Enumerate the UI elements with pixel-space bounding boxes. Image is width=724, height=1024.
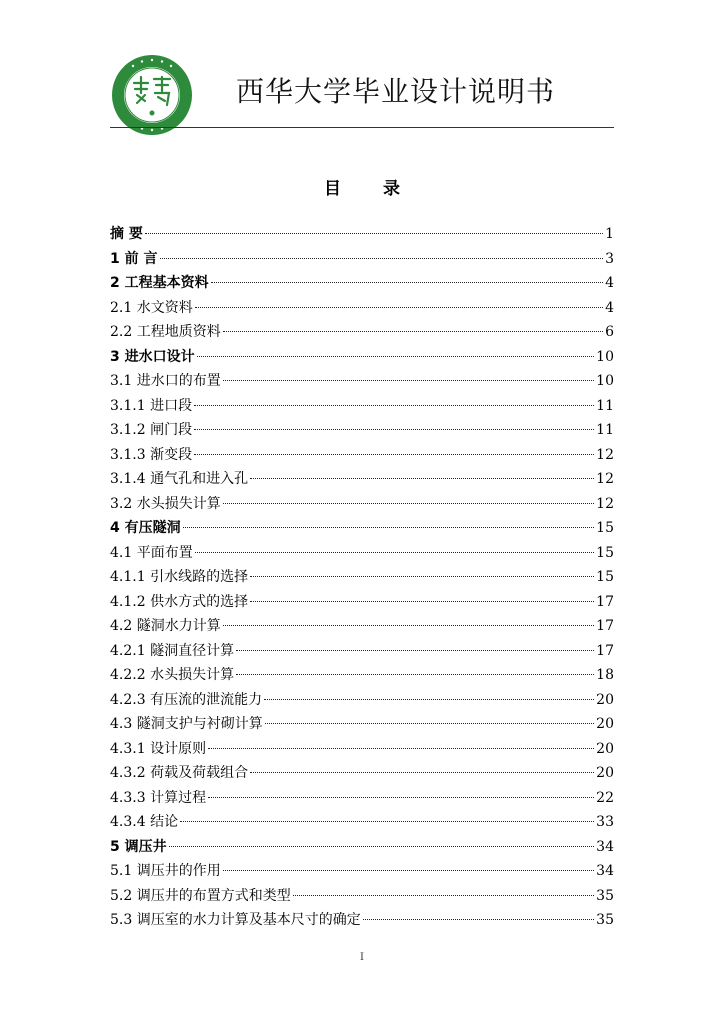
toc-entry[interactable] [110,712,614,737]
table-of-contents [110,222,614,933]
toc-entry-page: 1 [605,226,614,242]
toc-entry-page: 18 [596,667,614,683]
toc-entry[interactable] [110,737,614,762]
toc-entry[interactable] [110,810,614,835]
toc-entry[interactable] [110,320,614,345]
toc-entry-page: 11 [596,397,614,414]
toc-dot-leader [236,674,594,675]
toc-entry-page: 12 [596,471,614,487]
toc-entry-label: 4.1.2 供水方式的选择 [110,593,249,610]
toc-heading: 目 录 [324,179,400,199]
toc-dot-leader [223,331,603,332]
toc-entry-page: 20 [596,716,614,732]
toc-entry-page: 4 [605,299,614,316]
toc-entry-page: 20 [596,691,614,708]
toc-entry-label: 2.2 工程地质资料 [110,324,221,340]
toc-dot-leader [223,625,594,626]
toc-entry[interactable] [110,614,614,639]
toc-dot-leader [208,748,594,749]
toc-entry-page: 3 [605,250,614,267]
toc-entry-label: 2 工程基本资料 [110,275,209,291]
toc-entry-page: 34 [596,863,614,879]
toc-entry-label: 3.2 水头损失计算 [110,495,221,512]
toc-entry-page: 15 [596,544,614,561]
toc-entry-page: 6 [605,324,614,340]
toc-entry[interactable] [110,884,614,909]
toc-dot-leader [208,797,594,798]
toc-dot-leader [363,919,594,920]
toc-entry[interactable] [110,908,614,933]
toc-entry-label: 3.1.2 闸门段 [110,422,193,438]
toc-entry[interactable] [110,345,614,370]
toc-entry[interactable] [110,639,614,664]
toc-entry-page: 15 [596,520,614,536]
toc-dot-leader [293,895,594,896]
toc-entry-label: 4.3 隧洞支护与衬砌计算 [110,716,263,732]
toc-dot-leader [194,405,594,406]
toc-entry-label: 1 前 言 [110,250,158,267]
toc-dot-leader [195,552,594,553]
toc-entry[interactable] [110,786,614,811]
toc-entry[interactable] [110,222,614,247]
toc-dot-leader [194,429,594,430]
toc-dot-leader [145,233,603,234]
toc-entry[interactable] [110,859,614,884]
toc-entry-page: 20 [596,765,614,781]
toc-dot-leader [250,576,594,577]
toc-entry-label: 4.1.1 引水线路的选择 [110,569,249,585]
toc-entry-label: 4 有压隧洞 [110,520,181,536]
toc-entry-label: 5 调压井 [110,838,167,855]
toc-entry-label: 5.2 调压井的布置方式和类型 [110,887,291,904]
toc-dot-leader [265,723,594,724]
toc-entry-label: 5.1 调压井的作用 [110,863,221,879]
toc-entry[interactable] [110,516,614,541]
toc-entry-label: 3.1.4 通气孔和进入孔 [110,471,249,487]
toc-entry-page: 20 [596,740,614,757]
toc-dot-leader [250,601,594,602]
toc-dot-leader [183,527,595,528]
toc-entry[interactable] [110,541,614,566]
toc-entry-page: 22 [596,789,614,806]
toc-dot-leader [264,699,594,700]
toc-entry-page: 17 [596,642,614,659]
toc-entry-label: 3.1.1 进口段 [110,397,193,414]
header-divider [110,127,614,128]
toc-entry[interactable] [110,565,614,590]
toc-entry-page: 12 [596,495,614,512]
xihua-university-logo-icon [110,53,194,137]
toc-entry[interactable] [110,296,614,321]
toc-entry[interactable] [110,663,614,688]
page-number: I [360,952,364,963]
toc-entry[interactable] [110,835,614,860]
toc-dot-leader [211,282,603,283]
toc-dot-leader [250,772,594,773]
toc-entry-label: 4.3.2 荷载及荷载组合 [110,765,249,781]
toc-dot-leader [160,258,604,259]
toc-entry-label: 4.2 隧洞水力计算 [110,618,221,634]
toc-entry[interactable] [110,467,614,492]
toc-entry-page: 35 [596,912,614,928]
toc-entry-page: 11 [596,422,614,438]
toc-entry[interactable] [110,247,614,272]
toc-dot-leader [223,870,594,871]
toc-dot-leader [223,380,594,381]
toc-entry-page: 33 [596,814,614,830]
toc-entry-page: 4 [605,275,614,291]
toc-dot-leader [194,454,594,455]
toc-entry-label: 3.1.3 渐变段 [110,446,193,463]
document-header-title: 西华大学毕业设计说明书 [236,75,556,108]
toc-entry[interactable] [110,492,614,517]
toc-dot-leader [223,503,594,504]
toc-dot-leader [236,650,594,651]
toc-dot-leader [169,846,595,847]
toc-entry-page: 10 [596,348,614,365]
toc-entry-label: 4.2.2 水头损失计算 [110,667,235,683]
toc-entry[interactable] [110,394,614,419]
page-header [0,0,724,130]
toc-entry[interactable] [110,418,614,443]
toc-entry-label: 5.3 调压室的水力计算及基本尺寸的确定 [110,912,361,928]
toc-entry[interactable] [110,761,614,786]
toc-entry[interactable] [110,271,614,296]
toc-entry-page: 34 [596,838,614,855]
toc-entry-label: 2.1 水文资料 [110,299,193,316]
toc-entry-label: 3 进水口设计 [110,348,195,365]
toc-entry-label: 4.2.3 有压流的泄流能力 [110,691,263,708]
toc-entry-label: 4.1 平面布置 [110,544,193,561]
toc-entry-page: 17 [596,593,614,610]
toc-entry[interactable] [110,590,614,615]
toc-entry-page: 17 [596,618,614,634]
toc-dot-leader [195,307,603,308]
toc-entry-label: 4.2.1 隧洞直径计算 [110,642,235,659]
toc-entry-page: 35 [596,887,614,904]
toc-entry-label: 4.3.4 结论 [110,814,179,830]
toc-entry[interactable] [110,688,614,713]
toc-entry-page: 12 [596,446,614,463]
toc-dot-leader [180,821,594,822]
toc-dot-leader [197,356,595,357]
toc-entry-label: 4.3.1 设计原则 [110,740,207,757]
toc-entry-page: 10 [596,373,614,389]
toc-entry-label: 3.1 进水口的布置 [110,373,221,389]
toc-entry-label: 摘 要 [110,226,143,242]
toc-entry-label: 4.3.3 计算过程 [110,789,207,806]
toc-dot-leader [250,478,594,479]
toc-entry[interactable] [110,443,614,468]
toc-entry-page: 15 [596,569,614,585]
toc-entry[interactable] [110,369,614,394]
